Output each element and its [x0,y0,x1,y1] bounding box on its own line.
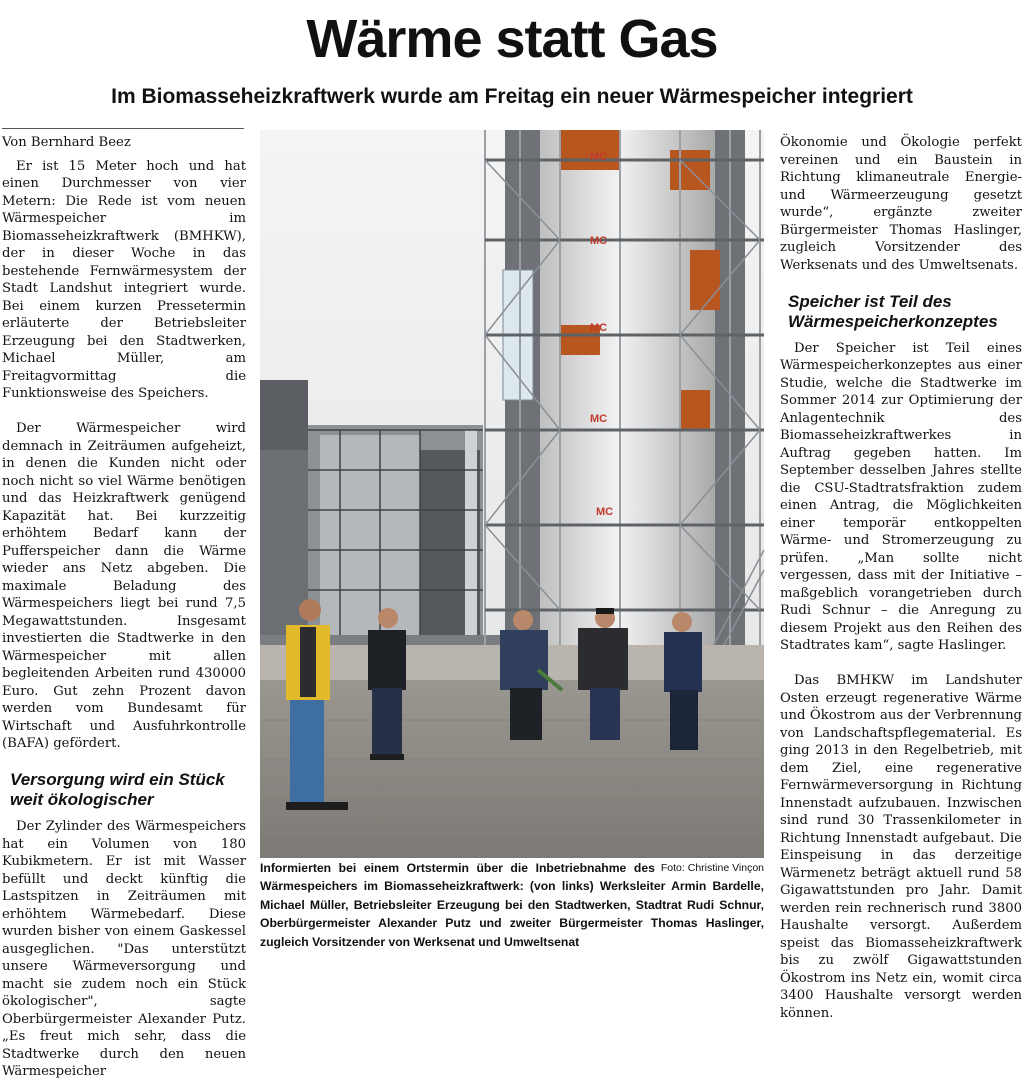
photo-scaffolding-icon [260,130,764,858]
headline: Wärme statt Gas [306,9,718,69]
paragraph: Er ist 15 Meter hoch und hat einen Durchmesser von vier Metern: Die Rede ist vom neuen Wärmespeicher im Biomasseheizkraftwerk (BMHKW), der in dieser Woche in das bestehende Fernwärmesystem der Stadt Landshut integriert wurde. Bei einem kurzen Pressetermin erläuterte der Betriebsleiter Erzeugung bei den Stadtwerken, Michael Müller, am Freitagvormittag die Funktionsweise des Speichers. [2,158,246,401]
paragraph: Der Wärmespeicher wird demnach in Zeiträumen aufgeheizt, in denen die Kunden nicht oder noch nicht so viel Wärme benötigen und das Heizkraftwerk genügend Kapazität hat. Bei kurzzeitig erhöhtem Bedarf kann der Pufferspeicher dann die Wärme wieder ans Netz abgeben. Die maximale Beladung des Wärmespeichers liegt bei rund 7,5 Megawattstunden. Insgesamt investierten die Stadtwerke in den Wärmespeicher mit allen begleitenden Arbeiten rund 430000 Euro. Gut zehn Prozent davon werden vom Bundesamt für Wirtschaft und Ausfuhrkontrolle (BAFA) gefördert. [2,421,246,751]
sign-mc: MC [590,235,608,247]
paragraph: Ökonomie und Ökologie perfekt vereinen und ein Baustein in Richtung klimaneutrale Energie- und Wärmeerzeugung gesetzt wurde“, ergänzte zweiter Bürgermeister Thomas Haslinger, zugleich Vorsitzender des Werksenats und des Umweltsenats. [780,135,1022,273]
subheading: Speicher ist Teil des Wärmespeicherkonzeptes [788,291,998,331]
person-2 [368,608,406,760]
subheading: Versorgung wird ein Stück weit ökologischer [10,770,225,809]
paragraph: Der Zylinder des Wärmespeichers hat ein Volumen von 180 Kubikmetern. Er ist mit Wasser befüllt und deckt künftig die Lastspitzen in Zeiträumen mit erhöhtem Wärmebedarf. Diese wurden bisher von einem Gaskessel ausgeglichen. "Das unterstützt unsere Wärmeversorgung und macht sie zudem noch ein Stück ökologischer", sagte Oberbürgermeister Alexander Putz. „Es freut mich sehr, dass die Stadtwerke durch den neuen Wärmespeicher [2,819,246,1079]
sign-mc: MC [596,506,614,518]
sign-mc: MC [590,151,608,163]
byline-rule [2,128,244,129]
sign-mc: MC [590,413,608,425]
photo-credit: Foto: Christine Vinçon [660,862,764,874]
paragraph: Der Speicher ist Teil eines Wärmespeicherkonzeptes aus einer Studie, welche die Stadtwerke im Sommer 2014 zur Optimierung der Anlagentechnik des Biomasseheizkraftwerkes in Auftrag gegeben hatten. Im September desselben Jahres stellte die CSU-Stadtratsfraktion zudem einen Antrag, die Möglichkeiten einer temporär entkoppelten Wärme- und Stromerzeugung zu prüfen. „Man sollte nicht vergessen, dass mit der Initiative – maßgeblich vorangetrieben durch Rudi Schnur – die Anregung zu diesem Projekt aus den Reihen des Stadtrates kam“, sagte Haslinger. [780,340,1022,653]
byline: Von Bernhard Beez [2,135,131,150]
photo-caption [260,859,764,951]
paragraph: Das BMHKW im Landshuter Osten erzeugt regenerative Wärme und Ökostrom aus der Verbrennung von Landschaftspflegematerial. Es ging 2013 in den Regelbetrieb, mit dem Ziel, eine regenerative Fernwärmeversorgung in Richtung Innenstadt aufzubauen. Inzwischen sind rund 30 Trassenkilometer in Richtung Innenstadt aufgebaut. Die Einspeisung in das derzeitige Wärmenetz beträgt aktuell rund 58 Gigawattstunden pro Jahr. Damit werden rein rechnerisch rund 3800 Haushalte versorgt. Außerdem speist das Biomasseheizkraftwerk bis zu zwölf Gigawattstunden Ökostrom ins Netz ein, womit circa 3400 Haushalte versorgt werden können. [780,673,1022,1021]
column-right [780,134,1022,1021]
subheadline: Im Biomasseheizkraftwerk wurde am Freitag ein neuer Wärmespeicher integriert [111,85,913,108]
sign-mc: MC [590,322,608,334]
caption-text: Informierten bei einem Ortstermin über die Inbetriebnahme des Wärmespeichers im Biomasseheizkraftwerk: (von links) Werksleiter Armin Bardelle, Michael Müller, Betriebsleiter Erzeugung bei den Stadtwerken, Stadtrat Rudi Schnur, Oberbürgermeister Alexander Putz und zweiter Bürgermeister Thomas Haslinger, zugleich Vorsitzender von Werksenat und Umweltsenat [260,861,764,949]
article-photo [260,130,764,858]
column-left [2,134,246,1079]
